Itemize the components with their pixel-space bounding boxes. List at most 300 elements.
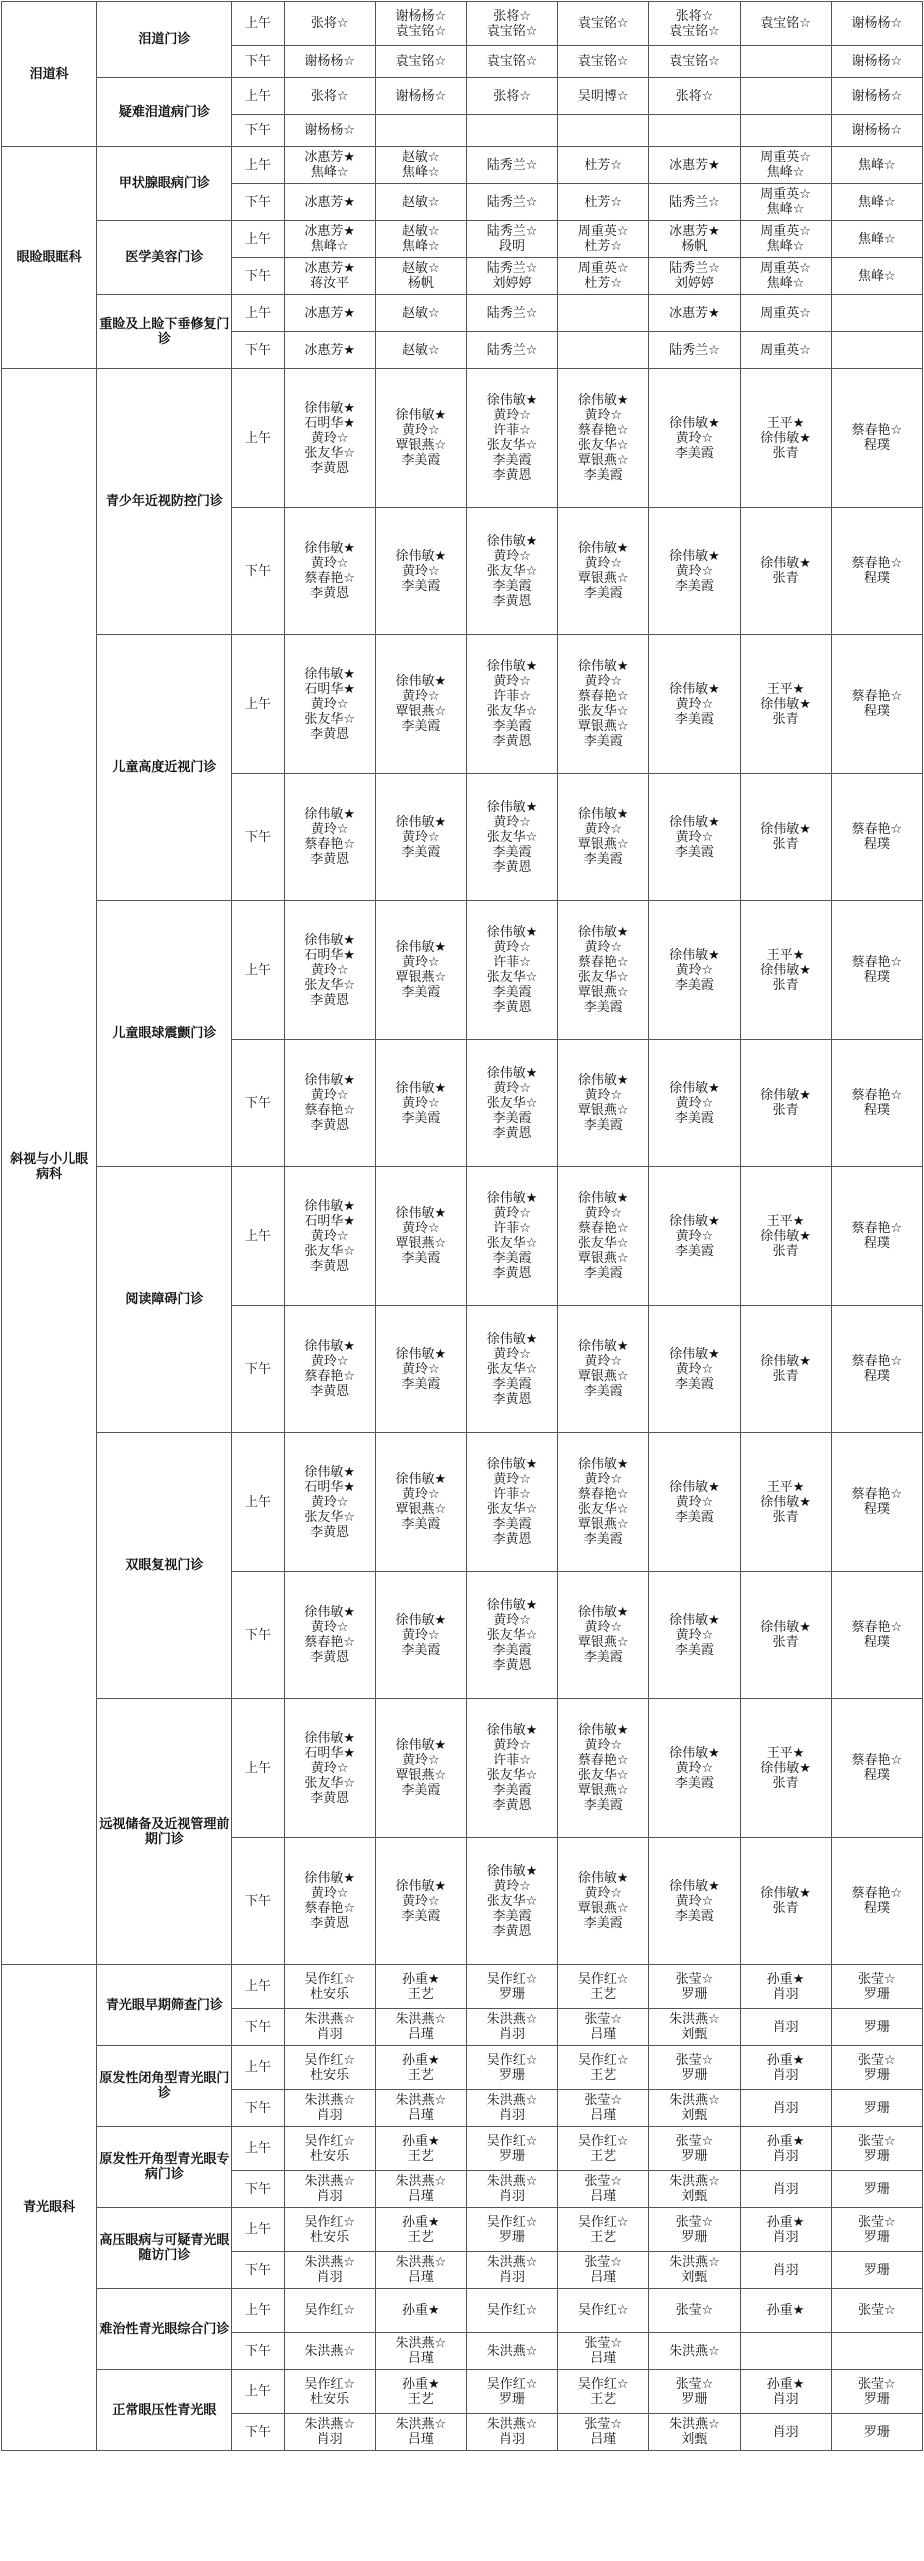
session-label: 上午	[232, 2370, 284, 2414]
doctor-name: 朱洪燕☆	[395, 2336, 447, 2351]
schedule-cell	[831, 1306, 922, 1433]
schedule-cell	[375, 258, 466, 295]
schedule-cell	[649, 2208, 740, 2252]
doctor-name: 罗珊	[499, 1986, 526, 2002]
doctor-name: 徐伟敏★	[304, 1339, 356, 1354]
doctor-name: 朱洪燕☆	[669, 2255, 720, 2270]
schedule-cell	[740, 2090, 831, 2127]
doctor-name: 刘婷婷	[492, 276, 532, 291]
doctor-name: 肖羽	[772, 2100, 799, 2116]
doctor-name: 黄玲☆	[402, 829, 440, 845]
doctor-name: 杜芳☆	[584, 239, 623, 254]
schedule-cell	[740, 1572, 831, 1699]
doctor-name: 徐伟敏★	[304, 932, 356, 948]
doctor-name: 肖羽	[772, 2424, 799, 2440]
session-label: 下午	[232, 1838, 284, 1965]
doctor-name: 徐伟敏★	[669, 1479, 720, 1495]
doctor-name: 李美霞	[401, 1642, 441, 1658]
doctor-name: 刘婷婷	[674, 276, 714, 291]
session-label: 上午	[232, 901, 284, 1040]
schedule-cell	[558, 2046, 649, 2090]
doctor-name: 吴作红☆	[304, 2052, 356, 2068]
doctor-name: 李黄恩	[310, 1650, 350, 1665]
doctor-name: 李黄恩	[310, 992, 350, 1008]
doctor-name: 王艺	[590, 2148, 617, 2164]
doctor-name: 罗珊	[863, 2229, 890, 2245]
doctor-name: 石明华★	[304, 947, 356, 963]
doctor-name: 黄玲☆	[675, 962, 714, 978]
schedule-cell	[375, 1306, 466, 1433]
schedule-cell	[284, 184, 375, 221]
doctor-name: 徐伟敏★	[760, 1354, 811, 1369]
session-label: 下午	[232, 2252, 284, 2289]
doctor-name: 吴作红☆	[577, 1971, 629, 1987]
doctor-name: 张莹☆	[584, 2336, 623, 2351]
doctor-name: 黄玲☆	[493, 1612, 531, 1628]
clinic-name: 儿童眼球震颤门诊	[97, 901, 232, 1167]
schedule-cell	[831, 1838, 922, 1965]
doctor-name: 吕瑾	[590, 2108, 617, 2123]
clinic-name: 青少年近视防控门诊	[97, 369, 232, 635]
doctor-name: 徐伟敏★	[669, 1213, 720, 1229]
schedule-cell	[649, 2046, 740, 2090]
schedule-cell	[558, 295, 649, 332]
session-label: 上午	[232, 2, 284, 46]
doctor-name: 徐伟敏★	[577, 393, 629, 408]
doctor-name: 焦峰☆	[858, 231, 896, 247]
doctor-name: 焦峰☆	[858, 194, 896, 210]
doctor-name: 徐伟敏★	[760, 1228, 811, 1244]
schedule-cell	[284, 2127, 375, 2171]
doctor-name: 肖羽	[772, 2019, 799, 2035]
schedule-cell	[740, 508, 831, 635]
doctor-name: 徐伟敏★	[760, 696, 811, 712]
doctor-name: 袁宝铭☆	[486, 54, 538, 69]
doctor-name: 冰惠芳★	[304, 261, 356, 276]
schedule-cell	[831, 2370, 922, 2414]
doctor-name: 张将☆	[310, 88, 349, 104]
schedule-cell	[740, 774, 831, 901]
doctor-name: 王平★	[766, 415, 805, 431]
schedule-cell	[740, 2046, 831, 2090]
doctor-name: 肖羽	[772, 1986, 799, 2002]
clinic-name: 高压眼病与可疑青光眼随访门诊	[97, 2208, 232, 2289]
schedule-cell	[740, 2, 831, 46]
doctor-name: 张友华☆	[304, 1775, 356, 1791]
schedule-cell	[284, 369, 375, 508]
schedule-cell	[558, 1699, 649, 1838]
doctor-name: 肖羽	[772, 2148, 799, 2164]
doctor-name: 蔡春艳☆	[851, 556, 903, 571]
schedule-cell	[466, 2252, 557, 2289]
doctor-name: 李美霞	[583, 586, 623, 601]
doctor-name: 蔡春艳☆	[304, 1635, 356, 1650]
schedule-cell	[740, 46, 831, 78]
doctor-name: 吴作红☆	[304, 2133, 356, 2149]
doctor-name: 李美霞	[674, 445, 714, 461]
schedule-cell	[558, 2370, 649, 2414]
doctor-name: 覃银燕☆	[577, 1783, 629, 1798]
schedule-cell	[831, 115, 922, 147]
doctor-name: 黄玲☆	[310, 430, 349, 446]
doctor-name: 李美霞	[401, 453, 441, 468]
clinic-name: 原发性闭角型青光眼门诊	[97, 2046, 232, 2127]
doctor-name: 徐伟敏★	[395, 1612, 447, 1628]
doctor-name: 朱洪燕☆	[669, 2417, 720, 2432]
schedule-cell	[831, 2, 922, 46]
doctor-name: 周重英☆	[760, 150, 811, 165]
schedule-cell	[649, 2009, 740, 2046]
doctor-name: 朱洪燕☆	[304, 2093, 356, 2108]
doctor-name: 程璞	[863, 1502, 890, 1517]
doctor-name: 张莹☆	[584, 2255, 623, 2270]
doctor-name: 徐伟敏★	[304, 666, 356, 682]
doctor-name: 赵敏☆	[402, 150, 440, 165]
schedule-cell	[375, 2370, 466, 2414]
schedule-body	[2, 2, 923, 2451]
doctor-name: 许菲☆	[493, 423, 531, 438]
doctor-name: 李美霞	[401, 1110, 441, 1126]
schedule-cell	[284, 2289, 375, 2333]
doctor-name: 黄玲☆	[675, 430, 714, 446]
doctor-name: 黄玲☆	[675, 1228, 714, 1244]
schedule-cell	[740, 332, 831, 369]
schedule-cell	[649, 221, 740, 258]
doctor-name: 黄玲☆	[675, 1760, 714, 1776]
doctor-name: 刘甄	[681, 2270, 708, 2285]
doctor-name: 袁宝铭☆	[486, 23, 538, 39]
schedule-cell	[649, 332, 740, 369]
doctor-name: 覃银燕☆	[395, 1236, 447, 1251]
schedule-cell	[284, 2046, 375, 2090]
doctor-name: 吕瑾	[407, 2027, 434, 2042]
schedule-cell	[831, 2414, 922, 2451]
doctor-name: 吴作红☆	[486, 2052, 538, 2068]
session-label: 上午	[232, 221, 284, 258]
doctor-name: 朱洪燕☆	[395, 2012, 447, 2027]
doctor-name: 李黄恩	[310, 1118, 350, 1133]
table-row	[2, 635, 923, 774]
doctor-name: 李黄恩	[310, 1384, 350, 1399]
schedule-cell	[649, 508, 740, 635]
doctor-name: 黄玲☆	[584, 1620, 623, 1635]
schedule-cell	[649, 295, 740, 332]
doctor-name: 张友华☆	[577, 1768, 629, 1783]
doctor-name: 徐伟敏★	[760, 962, 811, 978]
schedule-cell	[740, 2171, 831, 2208]
doctor-name: 黄玲☆	[402, 1361, 440, 1377]
session-label: 下午	[232, 1040, 284, 1167]
doctor-name: 石明华★	[304, 415, 356, 431]
schedule-cell	[740, 2289, 831, 2333]
doctor-name: 李美霞	[401, 1376, 441, 1392]
doctor-name: 徐伟敏★	[669, 1612, 720, 1628]
schedule-cell	[740, 2252, 831, 2289]
doctor-name: 张青	[772, 711, 799, 727]
doctor-name: 吴作红☆	[486, 2133, 538, 2149]
schedule-cell	[740, 1699, 831, 1838]
doctor-name: 李美霞	[492, 985, 532, 1000]
doctor-name: 徐伟敏★	[486, 1723, 538, 1738]
doctor-name: 吕瑾	[590, 2270, 617, 2285]
doctor-name: 李黄恩	[492, 1532, 532, 1547]
doctor-name: 张友华☆	[486, 970, 538, 985]
doctor-name: 李黄恩	[492, 593, 532, 609]
schedule-cell	[740, 115, 831, 147]
doctor-name: 王艺	[590, 2229, 617, 2245]
doctor-name: 陆秀兰☆	[486, 157, 538, 173]
doctor-name: 刘甄	[681, 2432, 708, 2447]
doctor-name: 黄玲☆	[310, 1228, 349, 1244]
doctor-name: 冰惠芳★	[669, 157, 720, 173]
doctor-name: 罗珊	[681, 2067, 708, 2083]
doctor-name: 徐伟敏★	[486, 1331, 538, 1347]
schedule-cell	[831, 46, 922, 78]
schedule-cell	[649, 2370, 740, 2414]
doctor-name: 赵敏☆	[402, 194, 440, 210]
schedule-cell	[831, 1433, 922, 1572]
doctor-name: 杜安乐	[310, 2229, 350, 2245]
doctor-name: 肖羽	[316, 2027, 343, 2042]
schedule-cell	[284, 2090, 375, 2127]
schedule-cell	[375, 2208, 466, 2252]
doctor-name: 焦峰☆	[402, 239, 440, 254]
doctor-name: 朱洪燕☆	[486, 2417, 538, 2432]
doctor-name: 徐伟敏★	[760, 1760, 811, 1776]
schedule-cell	[649, 1306, 740, 1433]
schedule-cell	[649, 635, 740, 774]
doctor-name: 冰惠芳★	[304, 194, 356, 210]
doctor-name: 徐伟敏★	[486, 393, 538, 408]
doctor-name: 李黄恩	[310, 1524, 350, 1540]
doctor-name: 焦峰☆	[766, 165, 805, 180]
doctor-name: 朱洪燕☆	[486, 2174, 538, 2189]
session-label: 上午	[232, 2046, 284, 2090]
doctor-name: 周重英☆	[760, 187, 811, 202]
doctor-name: 徐伟敏★	[577, 1605, 629, 1620]
doctor-name: 肖羽	[499, 2108, 526, 2123]
doctor-name: 谢杨杨☆	[851, 16, 903, 31]
schedule-cell	[466, 295, 557, 332]
doctor-name: 黄玲☆	[493, 548, 531, 564]
schedule-cell	[558, 508, 649, 635]
doctor-name: 徐伟敏★	[577, 541, 629, 556]
schedule-cell	[375, 78, 466, 115]
schedule-cell	[831, 2171, 922, 2208]
doctor-name: 李美霞	[674, 1243, 714, 1259]
doctor-name: 朱洪燕☆	[304, 2343, 356, 2359]
schedule-cell	[558, 2333, 649, 2370]
schedule-cell	[831, 295, 922, 332]
session-label: 下午	[232, 2171, 284, 2208]
schedule-cell	[375, 901, 466, 1040]
doctor-name: 蔡春艳☆	[304, 1901, 356, 1916]
schedule-cell	[831, 1699, 922, 1838]
schedule-cell	[466, 369, 557, 508]
schedule-cell	[831, 1572, 922, 1699]
doctor-name: 李黄恩	[310, 460, 350, 476]
doctor-name: 徐伟敏★	[304, 1464, 356, 1480]
schedule-cell	[284, 2333, 375, 2370]
doctor-name: 张莹☆	[675, 2133, 714, 2149]
schedule-cell	[466, 508, 557, 635]
doctor-name: 蔡春艳☆	[851, 955, 903, 970]
doctor-name: 张将☆	[310, 16, 349, 31]
schedule-cell	[375, 2414, 466, 2451]
doctor-name: 黄玲☆	[584, 1472, 623, 1487]
doctor-name: 吴作红☆	[304, 2376, 356, 2392]
schedule-cell	[466, 1040, 557, 1167]
doctor-name: 黄玲☆	[310, 1886, 349, 1901]
doctor-name: 许菲☆	[493, 1753, 531, 1768]
doctor-name: 程璞	[863, 1369, 890, 1384]
doctor-name: 谢杨杨☆	[304, 54, 356, 69]
table-row	[2, 2, 923, 46]
doctor-name: 徐伟敏★	[669, 947, 720, 963]
doctor-name: 徐伟敏★	[760, 1494, 811, 1510]
doctor-name: 罗珊	[863, 1986, 890, 2002]
doctor-name: 李黄恩	[310, 1790, 350, 1806]
doctor-name: 徐伟敏★	[395, 548, 447, 564]
doctor-name: 罗珊	[863, 2391, 890, 2407]
doctor-name: 徐伟敏★	[669, 1878, 720, 1894]
doctor-name: 张莹☆	[858, 2303, 896, 2318]
doctor-name: 李美霞	[674, 1376, 714, 1392]
doctor-name: 焦峰☆	[858, 268, 896, 284]
doctor-name: 蔡春艳☆	[577, 1221, 629, 1236]
department-name: 斜视与小儿眼病科	[2, 369, 97, 1965]
schedule-cell	[558, 2414, 649, 2451]
doctor-name: 徐伟敏★	[395, 408, 447, 423]
schedule-cell	[466, 901, 557, 1040]
schedule-cell	[466, 2370, 557, 2414]
doctor-name: 李美霞	[583, 1532, 623, 1547]
doctor-name: 朱洪燕☆	[669, 2174, 720, 2189]
doctor-name: 李美霞	[492, 1251, 532, 1266]
table-row	[2, 1699, 923, 1838]
clinic-schedule-table	[1, 1, 923, 2451]
schedule-cell	[284, 258, 375, 295]
schedule-cell	[558, 115, 649, 147]
doctor-name: 徐伟敏★	[304, 1605, 356, 1620]
doctor-name: 赵敏☆	[402, 224, 440, 239]
table-row	[2, 1167, 923, 1306]
doctor-name: 朱洪燕☆	[304, 2417, 356, 2432]
doctor-name: 徐伟敏★	[304, 1073, 356, 1088]
doctor-name: 吴作红☆	[577, 2376, 629, 2392]
schedule-cell	[284, 774, 375, 901]
schedule-cell	[740, 1838, 831, 1965]
doctor-name: 蔡春艳☆	[577, 1487, 629, 1502]
schedule-cell	[284, 1167, 375, 1306]
schedule-cell	[831, 2090, 922, 2127]
schedule-cell	[466, 258, 557, 295]
doctor-name: 袁宝铭☆	[760, 16, 811, 31]
doctor-name: 周重英☆	[577, 224, 629, 239]
schedule-cell	[375, 221, 466, 258]
doctor-name: 李美霞	[674, 1509, 714, 1525]
schedule-cell	[284, 2, 375, 46]
schedule-cell	[284, 295, 375, 332]
clinic-name: 疑难泪道病门诊	[97, 78, 232, 147]
schedule-cell	[649, 369, 740, 508]
doctor-name: 刘甄	[681, 2108, 708, 2123]
doctor-name: 蔡春艳☆	[851, 689, 903, 704]
doctor-name: 徐伟敏★	[395, 1206, 447, 1221]
doctor-name: 张友华☆	[304, 711, 356, 727]
doctor-name: 徐伟敏★	[577, 1339, 629, 1354]
doctor-name: 朱洪燕☆	[304, 2255, 356, 2270]
doctor-name: 罗珊	[863, 2148, 890, 2164]
doctor-name: 焦峰☆	[766, 276, 805, 291]
doctor-name: 张莹☆	[675, 2376, 714, 2392]
schedule-cell	[558, 2, 649, 46]
schedule-cell	[558, 369, 649, 508]
schedule-cell	[740, 1433, 831, 1572]
schedule-cell	[375, 2090, 466, 2127]
doctor-name: 李美霞	[492, 1783, 532, 1798]
doctor-name: 李黄恩	[310, 1258, 350, 1274]
schedule-cell	[558, 2252, 649, 2289]
schedule-cell	[375, 2171, 466, 2208]
schedule-cell	[284, 1572, 375, 1699]
doctor-name: 张友华☆	[486, 1768, 538, 1783]
schedule-cell	[649, 2090, 740, 2127]
schedule-cell	[831, 635, 922, 774]
doctor-name: 周重英☆	[760, 305, 811, 321]
doctor-name: 肖羽	[772, 2067, 799, 2083]
doctor-name: 张友华☆	[486, 1627, 538, 1643]
doctor-name: 徐伟敏★	[577, 1191, 629, 1206]
doctor-name: 肖羽	[499, 2027, 526, 2042]
session-label: 下午	[232, 774, 284, 901]
doctor-name: 肖羽	[772, 2181, 799, 2197]
schedule-cell	[649, 2333, 740, 2370]
doctor-name: 罗珊	[863, 2424, 890, 2440]
session-label: 下午	[232, 2090, 284, 2127]
doctor-name: 罗珊	[499, 2067, 526, 2083]
table-row	[2, 221, 923, 258]
doctor-name: 石明华★	[304, 1479, 356, 1495]
doctor-name: 徐伟敏★	[486, 1597, 538, 1613]
doctor-name: 张将☆	[493, 8, 531, 24]
doctor-name: 谢杨杨☆	[851, 88, 903, 104]
schedule-cell	[558, 2009, 649, 2046]
table-row	[2, 369, 923, 508]
doctor-name: 石明华★	[304, 681, 356, 697]
schedule-cell	[558, 184, 649, 221]
doctor-name: 覃银燕☆	[395, 970, 447, 985]
doctor-name: 李美霞	[674, 1642, 714, 1658]
doctor-name: 段明	[499, 239, 526, 254]
schedule-cell	[558, 221, 649, 258]
session-label: 上午	[232, 78, 284, 115]
doctor-name: 肖羽	[772, 2229, 799, 2245]
doctor-name: 李美霞	[583, 1650, 623, 1665]
schedule-cell	[375, 1040, 466, 1167]
doctor-name: 张青	[772, 445, 799, 461]
doctor-name: 张友华☆	[577, 704, 629, 719]
schedule-cell	[466, 1965, 557, 2009]
doctor-name: 张莹☆	[858, 2214, 896, 2230]
doctor-name: 李美霞	[583, 734, 623, 749]
schedule-cell	[284, 1040, 375, 1167]
doctor-name: 吴作红☆	[486, 2376, 538, 2392]
doctor-name: 蔡春艳☆	[851, 1753, 903, 1768]
doctor-name: 杜安乐	[310, 1986, 350, 2002]
doctor-name: 张友华☆	[304, 445, 356, 461]
schedule-cell	[831, 2046, 922, 2090]
